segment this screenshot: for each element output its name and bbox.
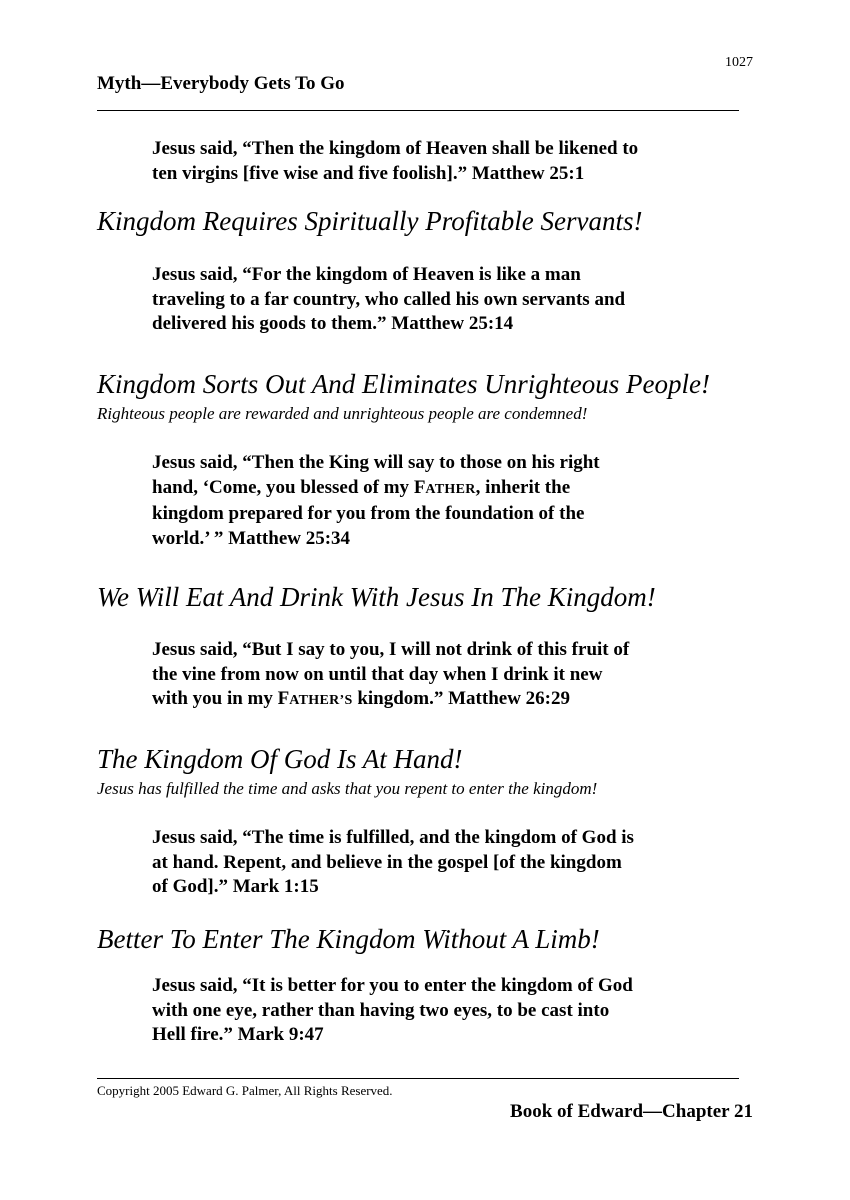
quote-line: Jesus said, “Then the kingdom of Heaven shall be likened to (152, 138, 639, 159)
header-rule (97, 110, 739, 111)
section-heading: Better To Enter The Kingdom Without A Limb! (97, 924, 600, 954)
running-title: Myth—Everybody Gets To Go (97, 73, 345, 94)
section-heading: Kingdom Sorts Out And Eliminates Unrighteous People! (97, 369, 710, 399)
quote-line: hand, ‘Come, you blessed of my FATHER, inherit the (152, 476, 571, 498)
quote-line: Jesus said, “The time is fulfilled, and the kingdom of God is (152, 827, 634, 848)
quote-line: with you in my FATHER’S kingdom.” Matthew 26:29 (152, 688, 571, 709)
quote-line: world.’ ” Matthew 25:34 (152, 527, 351, 549)
quote-line: Jesus said, “It is better for you to enter the kingdom of God (152, 975, 633, 996)
quote-line: traveling to a far country, who called his own servants and (152, 288, 626, 310)
scripture-quote-matthew-26-29 (152, 638, 712, 714)
quote-line: delivered his goods to them.” Matthew 25:14 (152, 313, 514, 334)
chapter-footer: Book of Edward—Chapter 21 (510, 1101, 753, 1122)
scripture-quote-matthew-25-1 (152, 137, 712, 186)
quote-line: Jesus said, “But I say to you, I will not drink of this fruit of (152, 639, 630, 660)
quote-line: with one eye, rather than having two eyes, to be cast into (152, 999, 610, 1021)
section-heading: Kingdom Requires Spiritually Profitable Servants! (97, 206, 643, 236)
quote-line: Jesus said, “For the kingdom of Heaven is like a man (152, 264, 581, 285)
copyright-notice: Copyright 2005 Edward G. Palmer, All Rights Reserved. (97, 1083, 393, 1098)
quote-line: the vine from now on until that day when I drink it new (152, 663, 603, 685)
quote-line: kingdom prepared for you from the foundation of the (152, 503, 585, 524)
page-number: 1027 (725, 55, 753, 70)
section-subheading: Righteous people are rewarded and unrighteous people are condemned! (97, 404, 588, 423)
quote-line: at hand. Repent, and believe in the gospel [of the kingdom (152, 851, 622, 873)
section-heading: We Will Eat And Drink With Jesus In The Kingdom! (97, 582, 656, 612)
scripture-quote-mark-9-47 (152, 974, 712, 1048)
section-heading: The Kingdom Of God Is At Hand! (97, 744, 463, 774)
footer-rule (97, 1078, 739, 1079)
scripture-quote-matthew-25-14 (152, 263, 712, 337)
quote-line: of God].” Mark 1:15 (152, 876, 319, 897)
scripture-quote-mark-1-15 (152, 826, 712, 900)
section-subheading: Jesus has fulfilled the time and asks that you repent to enter the kingdom! (97, 779, 598, 798)
quote-line: Jesus said, “Then the King will say to those on his right (152, 452, 600, 473)
scripture-quote-matthew-25-34 (152, 451, 712, 551)
quote-line: Hell fire.” Mark 9:47 (152, 1024, 324, 1045)
quote-line: ten virgins [five wise and five foolish].” Matthew 25:1 (152, 162, 585, 184)
